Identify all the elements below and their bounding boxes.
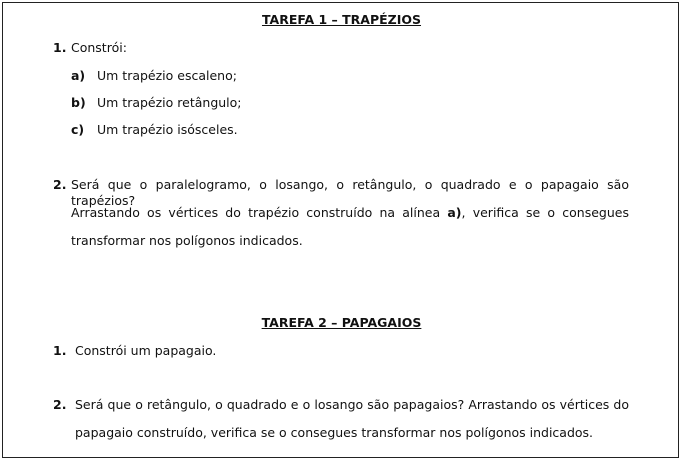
task1-q2-line2-after: , verifica se o consegues [461, 205, 629, 220]
task1-item-c-text: Um trapézio isósceles. [97, 122, 238, 137]
task1-item-a-text: Um trapézio escaleno; [97, 68, 237, 83]
task2-q2-number: 2. [53, 397, 67, 412]
task1-q2-line3: transformar nos polígonos indicados. [71, 233, 303, 248]
task1-item-b-letter: b) [71, 95, 86, 110]
task1-item-a-letter: a) [71, 68, 86, 83]
task1-q1-text: Constrói: [71, 40, 127, 55]
task1-item-c-letter: c) [71, 122, 85, 137]
task1-q2-line2 [71, 205, 629, 221]
task1-title: TAREFA 1 – TRAPÉZIOS [261, 12, 422, 27]
task1-q1-number: 1. [53, 40, 67, 55]
task2-title: TAREFA 2 – PAPAGAIOS [261, 315, 422, 330]
task1-q2-number: 2. [53, 177, 67, 192]
task1-q2-line2-before: Arrastando os vértices do trapézio construído na alínea [71, 205, 441, 220]
task1-q2-line2-bold: a) [447, 205, 462, 220]
task2-q1-text: Constrói um papagaio. [75, 343, 217, 358]
task2-q2-line1: Será que o retângulo, o quadrado e o losango são papagaios? Arrastando os vértices do [75, 397, 629, 412]
task1-item-b-text: Um trapézio retângulo; [97, 95, 242, 110]
task1-q2-line1: Será que o paralelogramo, o losango, o retângulo, o quadrado e o papagaio são trapézios? [71, 177, 629, 208]
task2-q2-line2: papagaio construído, verifica se o consegues transformar nos polígonos indicados. [75, 425, 594, 440]
task2-q1-number: 1. [53, 343, 67, 358]
